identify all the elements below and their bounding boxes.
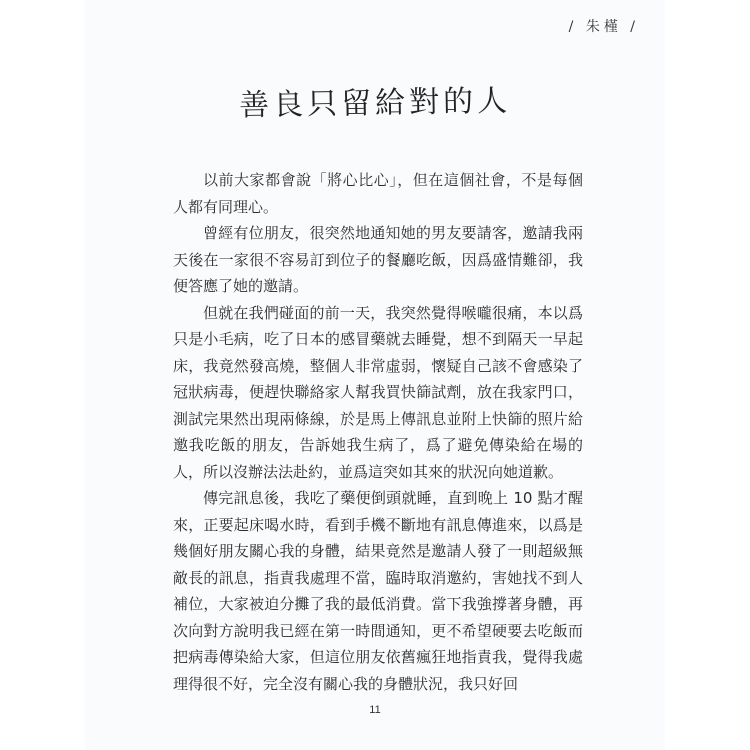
book-page [85,0,665,750]
paragraph: 曾經有位朋友，很突然地通知她的男友要請客，邀請我兩天後在一家很不容易訂到位子的餐廳吃飯，因爲盛情難卻，我便答應了她的邀請。 [173,224,583,295]
section-label: / 朱槿 / [568,19,639,35]
paragraph: 以前大家都會說「將心比心」，但在這個社會，不是每個人都有同理心。 [173,171,583,216]
paragraph: 但就在我們碰面的前一天，我突然覺得喉嚨很痛，本以爲只是小毛病，吃了日本的感冒藥就去睡覺，想不到隔天一早起床，我竟然發高燒，整個人非常虛弱，懷疑自己該不會感染了冠狀病毒，便趕快聯絡家人幫我買快篩試劑，放在我家門口，測試完果然出現兩條線，於是馬上傳訊息並附上快篩的照片給邀我吃飯的朋友，告訴她我生病了，爲了避免傳染給在場的人，所以沒辦法法赴約，並爲這突如其來的狀況向她道歉。 [173,303,583,481]
body-text [173,167,583,697]
page-number: 11 [369,704,381,716]
chapter-title: 善良只留給對的人 [238,83,512,124]
paragraph: 傳完訊息後，我吃了藥便倒頭就睡，直到晚上 10 點才醒來，正要起床喝水時，看到手機不斷地有訊息傳進來，以爲是幾個好朋友關心我的身體，結果竟然是邀請人發了一則超級無敵長的訊息，指責我處理不當，臨時取消邀約，害她找不到人補位，大家被迫分攤了我的最低消費。當下我強撐著身體，再次向對方說明我已經在第一時間通知，更不希望硬要去吃飯而把病毒傳染給大家，但這位朋友依舊瘋狂地指責我，覺得我處理得很不好，完全沒有關心我的身體狀況，我只好回 [173,489,583,693]
